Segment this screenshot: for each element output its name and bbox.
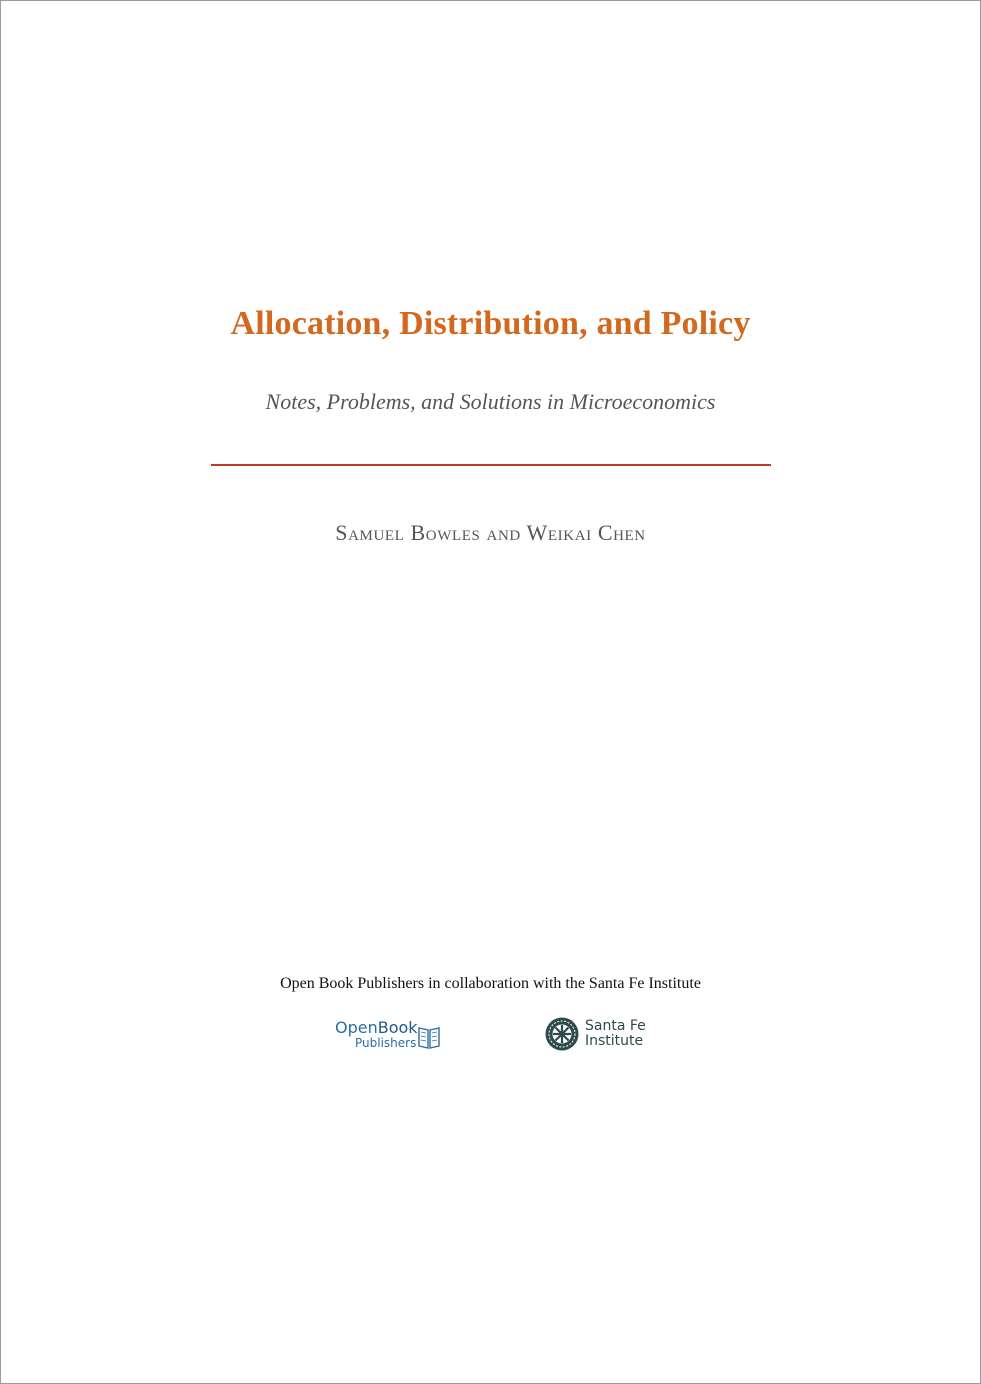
obp-logo-wordmark (335, 1018, 418, 1037)
sfi-logo-line2: Institute (585, 1033, 644, 1049)
open-book-publishers-logo (335, 1018, 445, 1054)
obp-logo-publishers: Publishers (355, 1036, 417, 1050)
book-subtitle: Notes, Problems, and Solutions in Microeconomics (265, 389, 716, 414)
author-names: Samuel Bowles and Weikai Chen (335, 520, 646, 545)
title-divider (211, 464, 771, 466)
book-title: Allocation, Distribution, and Policy (230, 305, 751, 342)
sfi-logo-line1: Santa Fe (585, 1018, 646, 1034)
santa-fe-institute-logo (544, 1016, 654, 1052)
sfi-emblem-icon (544, 1016, 580, 1052)
open-book-icon (417, 1024, 441, 1050)
publisher-collaboration-line: Open Book Publishers in collaboration with the Santa Fe Institute (280, 975, 701, 992)
obp-logo-open: Open (335, 1018, 378, 1037)
obp-logo-book: Book (377, 1018, 418, 1037)
